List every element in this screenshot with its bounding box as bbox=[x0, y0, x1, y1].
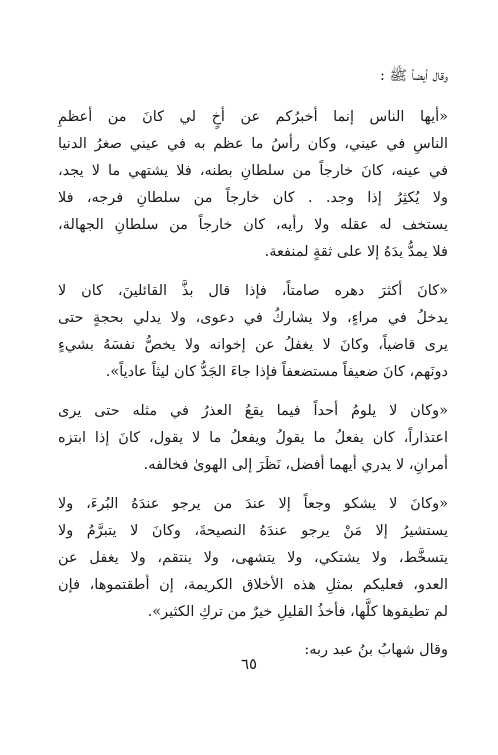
paragraph-line: يستشيرُ إلا مَنْ يرجو عندَهُ النصيحةَ، وكانَ لا يتبرَّمُ ولا bbox=[58, 523, 448, 539]
paragraph-line: يدخلُ في مراءٍ، ولا يشاركُ في دعوى، ولا يدلي بحجةٍ حتى bbox=[58, 310, 448, 326]
paragraph-4 bbox=[58, 491, 448, 626]
paragraph-line: يرى قاضياً، وكانَ لا يغفلُ عن إخوانه ولا يخصُّ نفسَهُ بشيءٍ bbox=[58, 337, 448, 353]
paragraph-line: أمرانِ، لا يدري أيهما أفضل، نَظَرَ إلى الهوىٰ فخالفه. bbox=[143, 457, 448, 473]
paragraph-line: العدو، فعليكم بمثلِ هذه الأخلاق الكريمة، إن أطقتموها، فإن bbox=[58, 577, 448, 593]
page-body bbox=[58, 64, 448, 662]
intro-line: وقال أيضاً ﷺ : bbox=[380, 68, 448, 84]
paragraph-line: «وكان لا يلومُ أحداً فيما يقعُ العذرُ في مثله حتى يرى bbox=[58, 403, 448, 419]
paragraph-line: لم تطيقوها كلَّها، فأخذُ القليلِ خيرٌ من تركِ الكثير». bbox=[147, 604, 448, 620]
paragraph-2 bbox=[58, 278, 448, 386]
paragraph-line: في عينه، كانَ خارجاً من سلطانِ بطنه، فلا يشتهي ما لا يجد، bbox=[58, 163, 448, 179]
paragraph-line: «كانَ أكثرَ دهره صامتاً، فإذا قال بذَّ القائلينَ، كان لا bbox=[58, 283, 448, 299]
paragraph-line: دونَهم، كانَ ضعيفاً مستضعفاً فإذا جاءَ الجَدُّ كان ليثاً عادياً». bbox=[105, 364, 448, 380]
paragraph-line: فلا يمدُّ يدَهُ إلا على ثقةٍ لمنفعة. bbox=[264, 244, 448, 260]
paragraph-1 bbox=[58, 104, 448, 266]
paragraph-line: الناسِ في عيني، وكان رأسُ ما عظم به في عيني صغرُ الدنيا bbox=[58, 136, 448, 152]
paragraph-line: «أيها الناس إنما أخبرُكم عن أخٍ لي كانَ من أعظمِ bbox=[58, 109, 448, 125]
paragraph-3 bbox=[58, 398, 448, 479]
page-number: ٦٥ bbox=[240, 655, 258, 673]
outro-line: وقال شهابُ بنُ عبد ربه: bbox=[304, 642, 448, 658]
paragraph-line: اعتذاراً، كان يفعلُ ما يقولُ ويفعلُ ما لا يقول، كانَ إذا ابتزه bbox=[58, 430, 448, 446]
paragraph-line: ولا يُكثِرُ إذا وجد. . كان خارجاً من سلطانِ فرجه، فلا bbox=[58, 190, 448, 206]
paragraph-line: يتسخَّط، ولا يشتكي، ولا يتشهى، ولا ينتقم، ولا يغفل عن bbox=[58, 550, 448, 566]
paragraph-line: «وكانَ لا يشكو وجعاً إلا عندَ من يرجو عندَهُ البُرءَ، ولا bbox=[58, 496, 448, 512]
paragraph-line: يستخف له عقله ولا رأيه، كان خارجاً من سلطانِ الجهالة، bbox=[58, 217, 448, 233]
